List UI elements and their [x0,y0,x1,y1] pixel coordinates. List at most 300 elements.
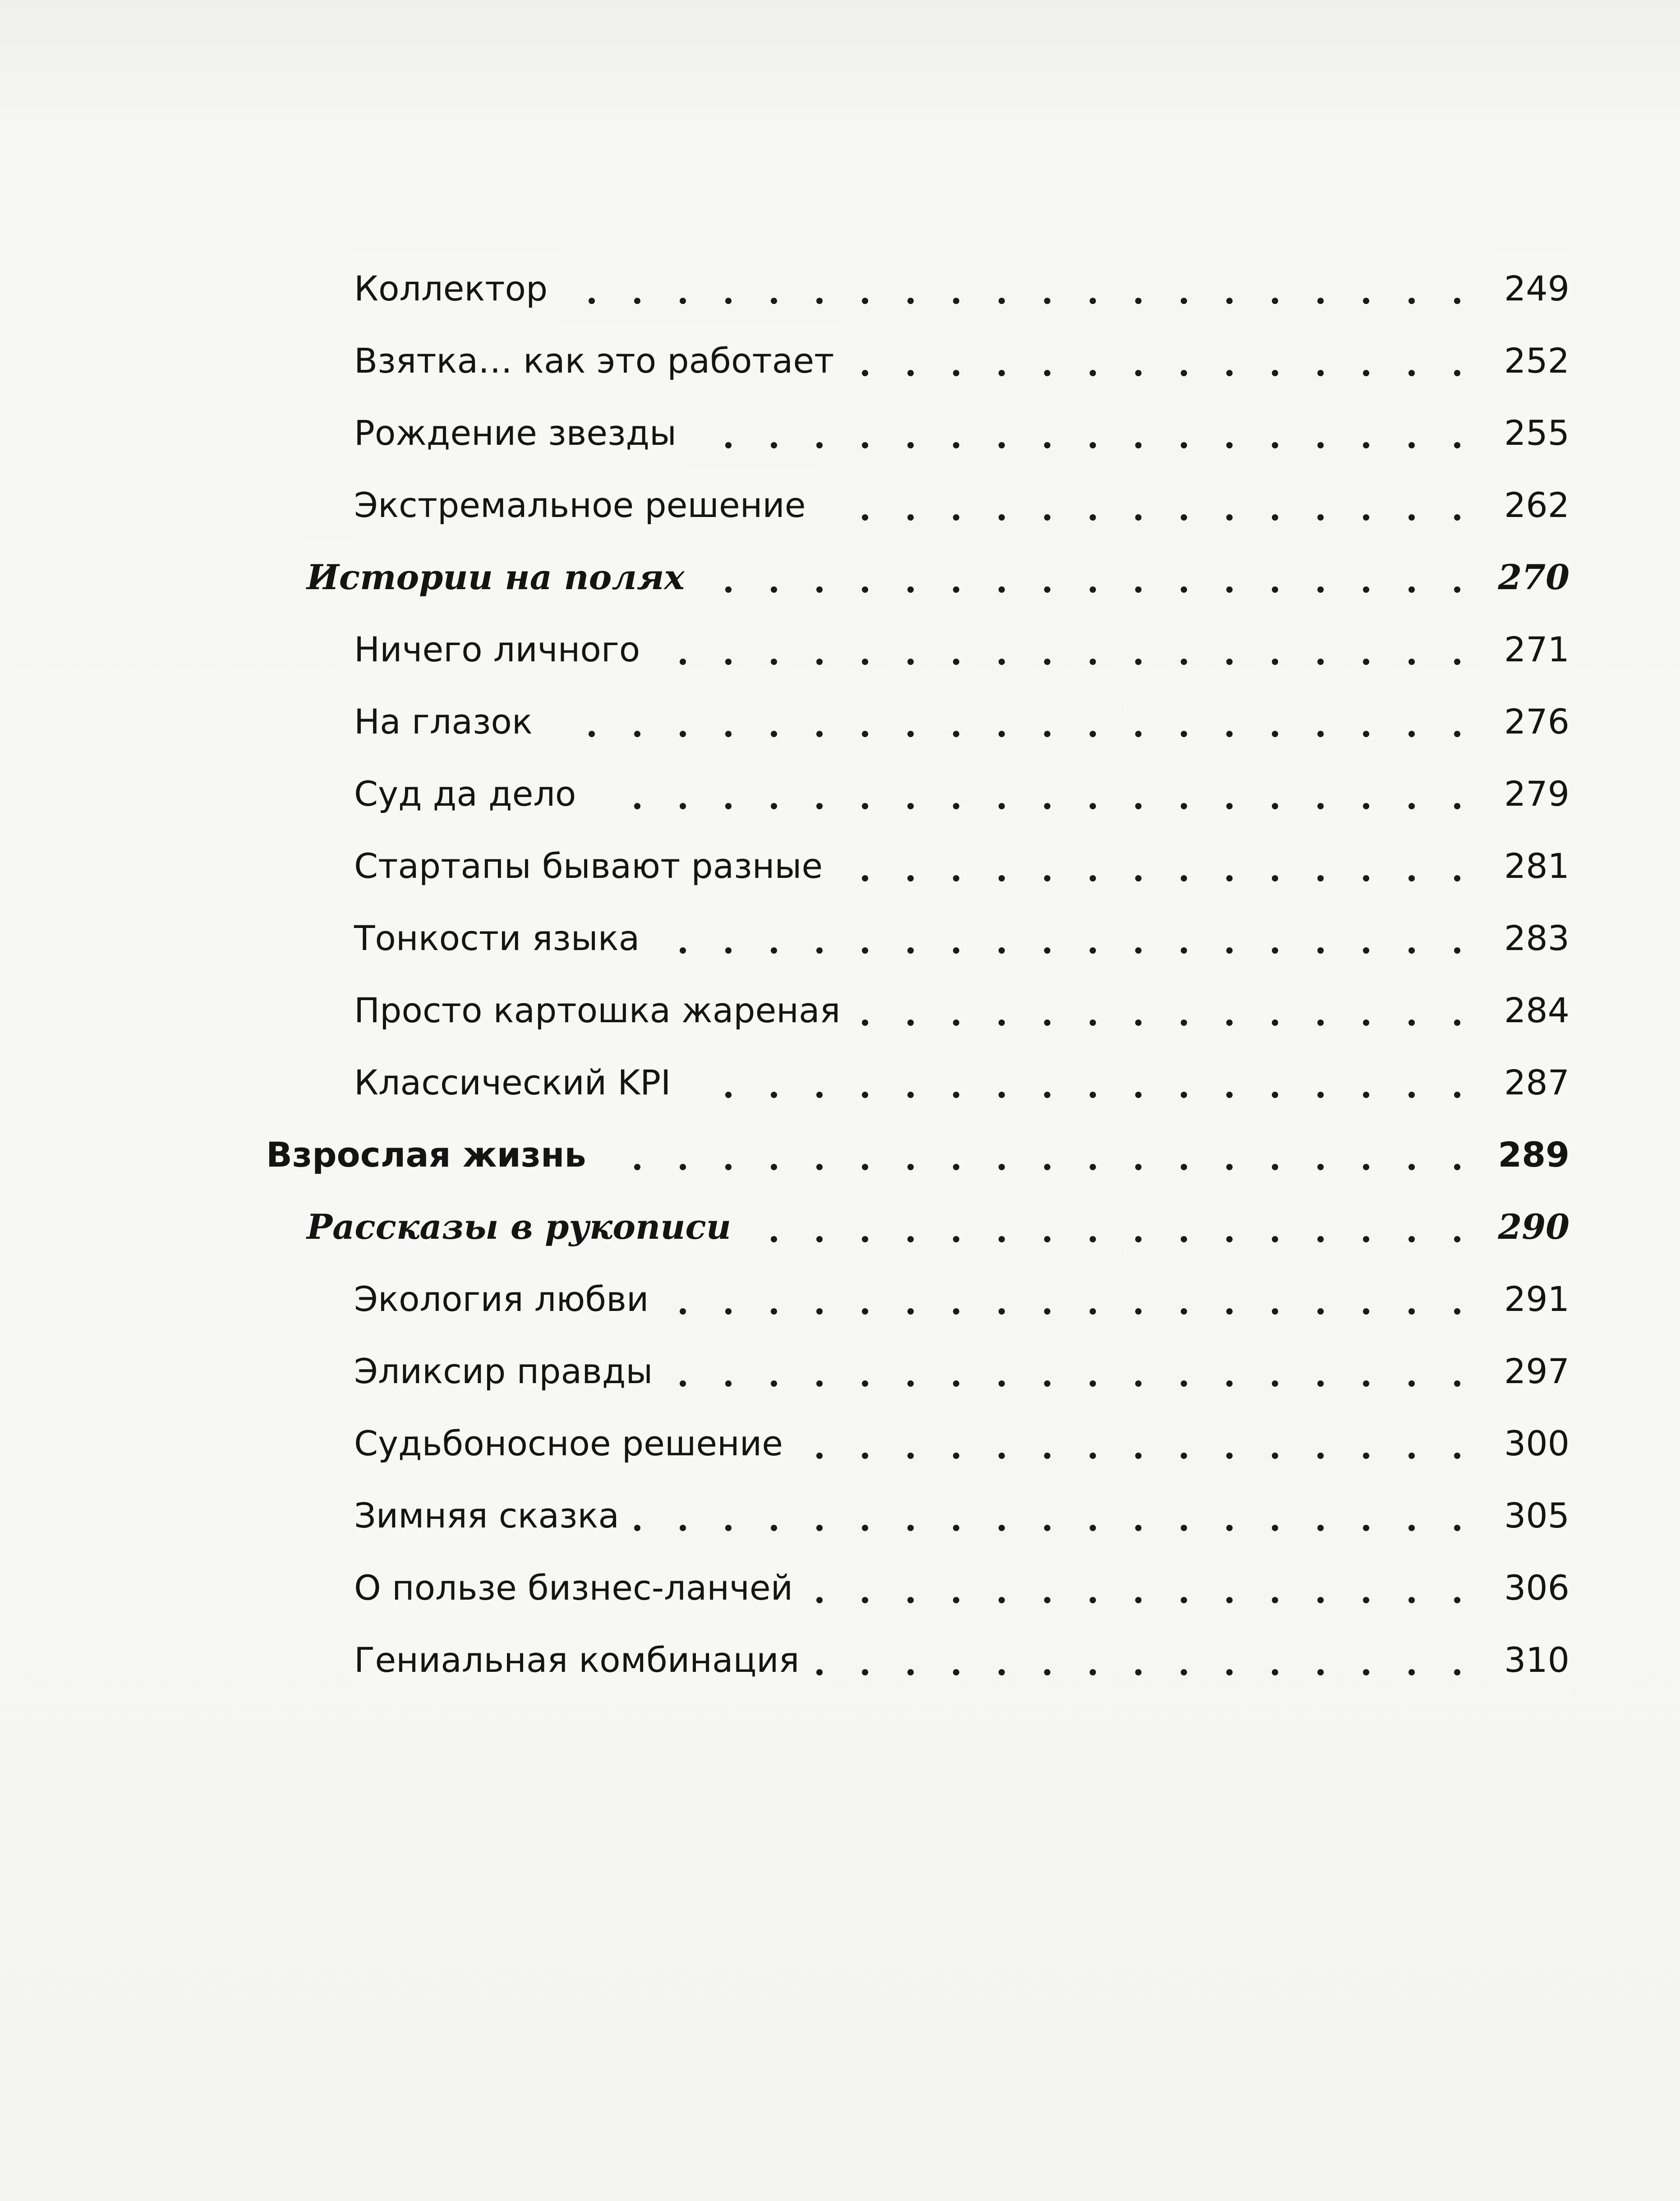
toc-entry[interactable] [0,1624,1680,1696]
leader-dot [1272,875,1278,881]
leader-dot [1272,1092,1278,1098]
toc-entry-page-number: 276 [1494,686,1570,758]
leader-dot [1226,1308,1233,1315]
leader-dot [1044,1236,1050,1242]
leader-dot [1044,731,1050,737]
leader-dot [953,370,959,376]
leader-dot [999,1308,1005,1315]
toc-entry-title: Рассказы в рукописи [307,1191,740,1263]
leader-dot [1363,947,1369,954]
toc-entry-title: На глазок [354,686,542,758]
leader-dot [907,514,914,521]
dot-leader [0,1191,1680,1263]
leader-dot [1090,731,1096,737]
leader-dot [1226,1164,1233,1170]
dot-leader [0,1480,1680,1552]
leader-dot [1272,803,1278,809]
leader-dot [725,947,732,954]
leader-dot [953,1164,959,1170]
toc-part-entry[interactable] [0,1119,1680,1191]
leader-dot [1044,1669,1050,1675]
leader-dot [1044,659,1050,665]
leader-dot [999,1669,1005,1675]
toc-entry-title: Ничего личного [354,614,649,686]
leader-dot [1454,659,1460,665]
leader-dot [862,1164,868,1170]
toc-entry[interactable] [0,974,1680,1047]
toc-entry[interactable] [0,902,1680,974]
leader-dot [1272,1597,1278,1603]
leader-dot [1135,514,1141,521]
leader-dot [862,1453,868,1459]
leader-dot [1090,298,1096,304]
toc-entry[interactable] [0,1047,1680,1119]
leader-dot [907,1308,914,1315]
leader-dot [1226,1453,1233,1459]
leader-dot [1454,947,1460,954]
dot-leader [0,902,1680,974]
leader-dot [816,586,823,593]
leader-dot [1408,1525,1415,1531]
leader-dot [1363,1020,1369,1026]
leader-dot [907,1597,914,1603]
toc-entry-title: Эликсир правды [354,1335,662,1407]
leader-dot [680,1380,686,1387]
leader-dot [1317,1020,1324,1026]
dot-leader [0,541,1680,614]
dot-leader [0,469,1680,541]
leader-dot [953,442,959,448]
leader-dot [907,298,914,304]
leader-dot [589,298,595,304]
toc-entry[interactable] [0,397,1680,469]
leader-dot [725,1525,732,1531]
leader-dot [907,803,914,809]
toc-entry[interactable] [0,686,1680,758]
leader-dot [1272,731,1278,737]
leader-dot [1363,586,1369,593]
leader-dot [1135,586,1141,593]
leader-dot [816,1669,823,1675]
leader-dot [1408,803,1415,809]
leader-dot [862,1597,868,1603]
leader-dot [1135,370,1141,376]
leader-dot [816,731,823,737]
leader-dot [1408,659,1415,665]
leader-dot [1408,370,1415,376]
leader-dot [907,947,914,954]
dot-leader [0,253,1680,325]
toc-entry-page-number: 281 [1494,830,1570,902]
leader-dot [862,442,868,448]
leader-dot [816,1308,823,1315]
leader-dot [1090,1020,1096,1026]
leader-dot [725,298,732,304]
leader-dot [1090,514,1096,521]
toc-entry-title: Тонкости языка [354,902,649,974]
leader-dot [1454,1164,1460,1170]
leader-dot [634,1164,640,1170]
leader-dot [1090,442,1096,448]
leader-dot [1135,1380,1141,1387]
toc-entry-page-number: 305 [1494,1480,1570,1552]
leader-dot [1181,1164,1187,1170]
leader-dot [1363,1308,1369,1315]
leader-dot [1226,659,1233,665]
leader-dot [816,1236,823,1242]
leader-dot [1317,1308,1324,1315]
leader-dot [816,1164,823,1170]
leader-dot [1408,1164,1415,1170]
leader-dot [1454,1453,1460,1459]
leader-dot [1272,1453,1278,1459]
leader-dot [1363,1453,1369,1459]
leader-dot [999,586,1005,593]
leader-dot [1408,1597,1415,1603]
leader-dot [1317,1453,1324,1459]
leader-dot [999,514,1005,521]
toc-entry-page-number: 271 [1494,614,1570,686]
leader-dot [1090,1164,1096,1170]
leader-dot [1135,298,1141,304]
leader-dot [725,586,732,593]
dot-leader [0,397,1680,469]
leader-dot [1181,370,1187,376]
leader-dot [1363,1597,1369,1603]
leader-dot [1454,442,1460,448]
leader-dot [725,731,732,737]
leader-dot [1181,586,1187,593]
leader-dot [634,298,640,304]
leader-dot [816,659,823,665]
leader-dot [1272,1236,1278,1242]
leader-dot [1044,1020,1050,1026]
leader-dot [1135,1092,1141,1098]
toc-entry-title: Взятка… как это работает [354,325,843,397]
leader-dot [907,1453,914,1459]
leader-dot [1317,875,1324,881]
leader-dot [1090,947,1096,954]
leader-dot [999,1164,1005,1170]
dot-leader [0,686,1680,758]
leader-dot [816,1525,823,1531]
leader-dot [816,1380,823,1387]
leader-dot [953,298,959,304]
leader-dot [953,659,959,665]
leader-dot [999,875,1005,881]
leader-dot [862,1669,868,1675]
leader-dot [1044,1525,1050,1531]
toc-entry-page-number: 262 [1494,469,1570,541]
leader-dot [771,298,777,304]
leader-dot [680,1525,686,1531]
leader-dot [953,1597,959,1603]
leader-dot [1408,1380,1415,1387]
leader-dot [907,1092,914,1098]
toc-entry-title: Классический KPI [354,1047,680,1119]
leader-dot [1317,731,1324,737]
toc-entry-page-number: 255 [1494,397,1570,469]
leader-dot [1363,514,1369,521]
leader-dot [1226,514,1233,521]
leader-dot [1454,1669,1460,1675]
leader-dot [1135,1525,1141,1531]
toc-entry[interactable] [0,758,1680,830]
leader-dot [1363,1092,1369,1098]
leader-dot [1090,1669,1096,1675]
leader-dot [771,1236,777,1242]
leader-dot [862,947,868,954]
dot-leader [0,1335,1680,1407]
toc-entry[interactable] [0,1263,1680,1335]
leader-dot [953,947,959,954]
dot-leader [0,1552,1680,1624]
dot-leader [0,1047,1680,1119]
toc-entry[interactable] [0,1335,1680,1407]
leader-dot [1408,947,1415,954]
leader-dot [1090,1453,1096,1459]
leader-dot [1454,803,1460,809]
leader-dot [1363,1380,1369,1387]
leader-dot [1044,298,1050,304]
leader-dot [999,442,1005,448]
leader-dot [862,370,868,376]
leader-dot [1272,659,1278,665]
toc-section-entry[interactable] [0,1191,1680,1263]
leader-dot [725,803,732,809]
leader-dot [771,1092,777,1098]
toc-entry[interactable] [0,1552,1680,1624]
leader-dot [1408,1092,1415,1098]
leader-dot [1226,1669,1233,1675]
toc-entry[interactable] [0,614,1680,686]
toc-entry[interactable] [0,1407,1680,1480]
leader-dot [771,1164,777,1170]
leader-dot [1181,1380,1187,1387]
leader-dot [1135,803,1141,809]
leader-dot [1044,875,1050,881]
leader-dot [771,803,777,809]
leader-dot [1454,298,1460,304]
leader-dot [1363,731,1369,737]
leader-dot [1363,1164,1369,1170]
leader-dot [1226,1020,1233,1026]
leader-dot [1272,1525,1278,1531]
leader-dot [1272,1164,1278,1170]
dot-leader [0,758,1680,830]
leader-dot [999,370,1005,376]
toc-entry-page-number: 287 [1494,1047,1570,1119]
leader-dot [1363,875,1369,881]
leader-dot [862,298,868,304]
leader-dot [1181,1453,1187,1459]
leader-dot [1044,586,1050,593]
leader-dot [634,803,640,809]
leader-dot [1363,659,1369,665]
leader-dot [1181,1597,1187,1603]
leader-dot [1226,1092,1233,1098]
leader-dot [1454,1092,1460,1098]
leader-dot [1044,1453,1050,1459]
leader-dot [1090,803,1096,809]
leader-dot [907,1020,914,1026]
leader-dot [1090,1597,1096,1603]
leader-dot [1454,514,1460,521]
leader-dot [907,659,914,665]
leader-dot [1454,370,1460,376]
leader-dot [725,659,732,665]
toc-entry-page-number: 249 [1494,253,1570,325]
leader-dot [1317,370,1324,376]
toc-entry-title: Рождение звезды [354,397,686,469]
leader-dot [680,947,686,954]
leader-dot [1317,1525,1324,1531]
leader-dot [953,1525,959,1531]
leader-dot [1454,1020,1460,1026]
leader-dot [1272,298,1278,304]
leader-dot [907,875,914,881]
leader-dot [816,442,823,448]
leader-dot [1454,1597,1460,1603]
leader-dot [1363,442,1369,448]
leader-dot [1181,514,1187,521]
toc-entry-title: Зимняя сказка [354,1480,628,1552]
leader-dot [862,1020,868,1026]
leader-dot [1363,1669,1369,1675]
toc-entry[interactable] [0,1480,1680,1552]
leader-dot [1317,442,1324,448]
toc-entry-page-number: 284 [1494,974,1570,1047]
leader-dot [999,731,1005,737]
leader-dot [725,1308,732,1315]
leader-dot [1044,1308,1050,1315]
leader-dot [1317,803,1324,809]
leader-dot [1135,659,1141,665]
leader-dot [1044,947,1050,954]
leader-dot [953,731,959,737]
leader-dot [1317,1669,1324,1675]
leader-dot [1135,947,1141,954]
leader-dot [953,1092,959,1098]
leader-dot [1044,1164,1050,1170]
leader-dot [1317,1092,1324,1098]
leader-dot [1135,1453,1141,1459]
leader-dot [862,1380,868,1387]
toc-entry-title: Экология любви [354,1263,658,1335]
toc-entry-title: Экстремальное решение [354,469,815,541]
leader-dot [1226,1380,1233,1387]
leader-dot [1044,442,1050,448]
leader-dot [1408,731,1415,737]
leader-dot [1135,1669,1141,1675]
toc-entry-page-number: 306 [1494,1552,1570,1624]
leader-dot [1044,370,1050,376]
leader-dot [725,1380,732,1387]
leader-dot [862,586,868,593]
leader-dot [1044,1092,1050,1098]
leader-dot [1135,1597,1141,1603]
leader-dot [816,1092,823,1098]
leader-dot [1408,442,1415,448]
leader-dot [1044,514,1050,521]
leader-dot [1181,659,1187,665]
leader-dot [1181,1525,1187,1531]
leader-dot [1135,731,1141,737]
leader-dot [1408,514,1415,521]
leader-dot [816,298,823,304]
leader-dot [1135,1164,1141,1170]
leader-dot [1090,659,1096,665]
toc-entry[interactable] [0,325,1680,397]
leader-dot [1090,1236,1096,1242]
toc-entry-page-number: 270 [1488,541,1570,614]
leader-dot [816,947,823,954]
toc-entry-page-number: 290 [1488,1191,1570,1263]
leader-dot [1363,370,1369,376]
leader-dot [1181,947,1187,954]
dot-leader [0,830,1680,902]
leader-dot [1226,298,1233,304]
leader-dot [680,803,686,809]
leader-dot [1454,1525,1460,1531]
dot-leader [0,1119,1680,1191]
leader-dot [771,442,777,448]
leader-dot [1363,803,1369,809]
leader-dot [862,514,868,521]
leader-dot [907,442,914,448]
leader-dot [1226,875,1233,881]
toc-section-entry[interactable] [0,541,1680,614]
leader-dot [1454,875,1460,881]
leader-dot [1226,947,1233,954]
leader-dot [1135,442,1141,448]
toc-entry[interactable] [0,830,1680,902]
leader-dot [1135,1020,1141,1026]
leader-dot [1044,803,1050,809]
leader-dot [816,803,823,809]
leader-dot [1226,442,1233,448]
leader-dot [816,1597,823,1603]
leader-dot [1363,1236,1369,1242]
leader-dot [1135,1236,1141,1242]
leader-dot [907,1525,914,1531]
toc-entry[interactable] [0,469,1680,541]
leader-dot [1226,1525,1233,1531]
leader-dot [953,514,959,521]
leader-dot [680,1164,686,1170]
leader-dot [953,1669,959,1675]
leader-dot [999,1597,1005,1603]
leader-dot [999,947,1005,954]
leader-dot [1181,875,1187,881]
leader-dot [862,1308,868,1315]
leader-dot [999,1092,1005,1098]
leader-dot [1090,586,1096,593]
leader-dot [1272,1380,1278,1387]
toc-entry-page-number: 283 [1494,902,1570,974]
toc-entry-title: Стартапы бывают разные [354,830,832,902]
leader-dot [1181,442,1187,448]
leader-dot [1272,1020,1278,1026]
leader-dot [771,659,777,665]
leader-dot [1317,947,1324,954]
leader-dot [862,803,868,809]
toc-entry-title: Гениальная комбинация [354,1624,808,1696]
toc-entry-page-number: 289 [1488,1119,1570,1191]
toc-entry[interactable] [0,253,1680,325]
leader-dot [1090,370,1096,376]
leader-dot [1090,1525,1096,1531]
